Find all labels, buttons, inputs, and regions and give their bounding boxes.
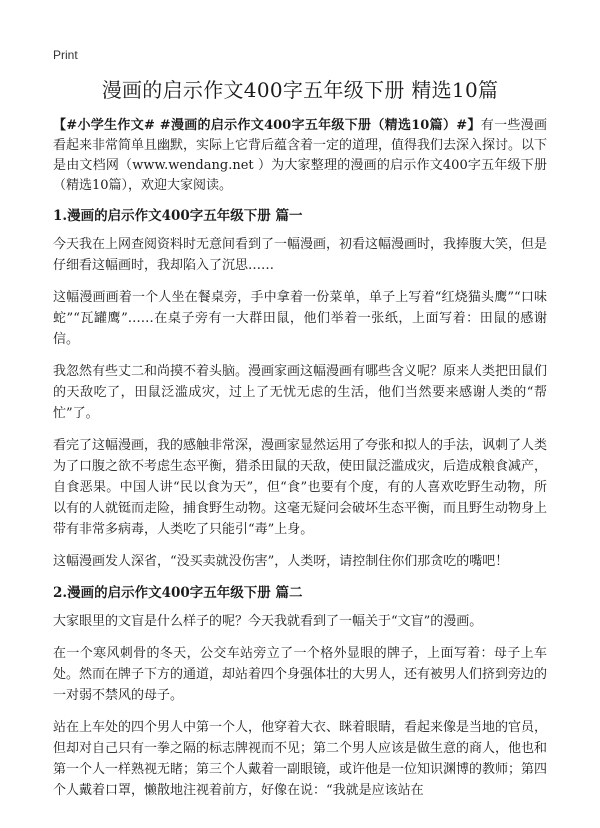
article-body — [53, 116, 547, 812]
paragraph: 今天我在上网查阅资料时无意间看到了一幅漫画，初看这幅漫画时，我捧腹大笑，但是仔细看这幅画时，我却陷入了沉思…… — [53, 237, 548, 273]
paragraph: 大家眼里的文盲是什么样子的呢？今天我就看到了一幅关于“文盲”的漫画。 — [53, 614, 483, 629]
intro-tag: 【#小学生作文# #漫画的启示作文400字五年级下册（精选10篇）#】 — [53, 118, 481, 133]
paragraph: 站在上车处的四个男人中第一个人，他穿着大衣、眯着眼睛，看起来像是当地的官员，但却对自己只有一拳之隔的标志牌视而不见；第二个男人应该是做生意的商人，他也和第一个人一样熟视无睹；第三个人戴着一副眼镜，或许他是一位知识渊博的教师；第四个人戴着口罩，懒散地注视着前方，好像在说：“我就是应该站在 — [53, 720, 548, 798]
print-label: Print — [53, 48, 78, 62]
section-title: 2.漫画的启示作文400字五年级下册 篇二 — [53, 585, 303, 601]
paragraph: 看完了这幅漫画，我的感触非常深，漫画家显然运用了夸张和拟人的手法，讽刺了人类为了口腹之欲不考虑生态平衡，猎杀田鼠的天敌，使田鼠泛滥成灾，后造成粮食减产，自食恶果。中国人讲“民以食为天”，但“食”也要有个度，有的人喜欢吃野生动物，所以有的人就铤而走险，捕食野生动物。这毫无疑问会破坏生态平衡，而且野生动物身上带有非常多病毒，人类吃了只能引“毒”上身。 — [53, 438, 548, 537]
paragraph: 在一个寒风刺骨的冬天，公交车站旁立了一个格外显眼的牌子，上面写着：母子上车处。然而在牌子下方的通道，却站着四个身强体壮的大男人，还有被男人们挤到旁边的一对弱不禁风的母子。 — [53, 646, 548, 703]
page-title: 漫画的启示作文400字五年级下册 精选10篇 — [101, 78, 499, 102]
intro-paragraph — [53, 116, 547, 196]
section-title: 1.漫画的启示作文400字五年级下册 篇一 — [53, 208, 303, 224]
intro-text: 有一些漫画看起来非常简单且幽默，实际上它背后蕴含着一定的道理，值得我们去深入探讨。以下是由文档网（www.wendang.net ）为大家整理的漫画的启示作文400字五年级下册（精选10篇），欢迎大家阅读。 — [53, 118, 548, 193]
paragraph: 我忽然有些丈二和尚摸不着头脑。漫画家画这幅漫画有哪些含义呢？原来人类把田鼠们的天敌吃了，田鼠泛滥成灾，过上了无忧无虑的生活，他们当然要来感谢人类的“帮忙”了。 — [53, 364, 548, 421]
paragraph: 这幅漫画画着一个人坐在餐桌旁，手中拿着一份菜单，单子上写着“红烧猫头鹰”“口味蛇”“瓦罐鹰”……在桌子旁有一大群田鼠，他们举着一张纸，上面写着：田鼠的感谢信。 — [53, 290, 547, 347]
paragraph: 这幅漫画发人深省，“没买卖就没伤害”，人类呀，请控制住你们那贪吃的嘴吧！ — [53, 554, 509, 569]
